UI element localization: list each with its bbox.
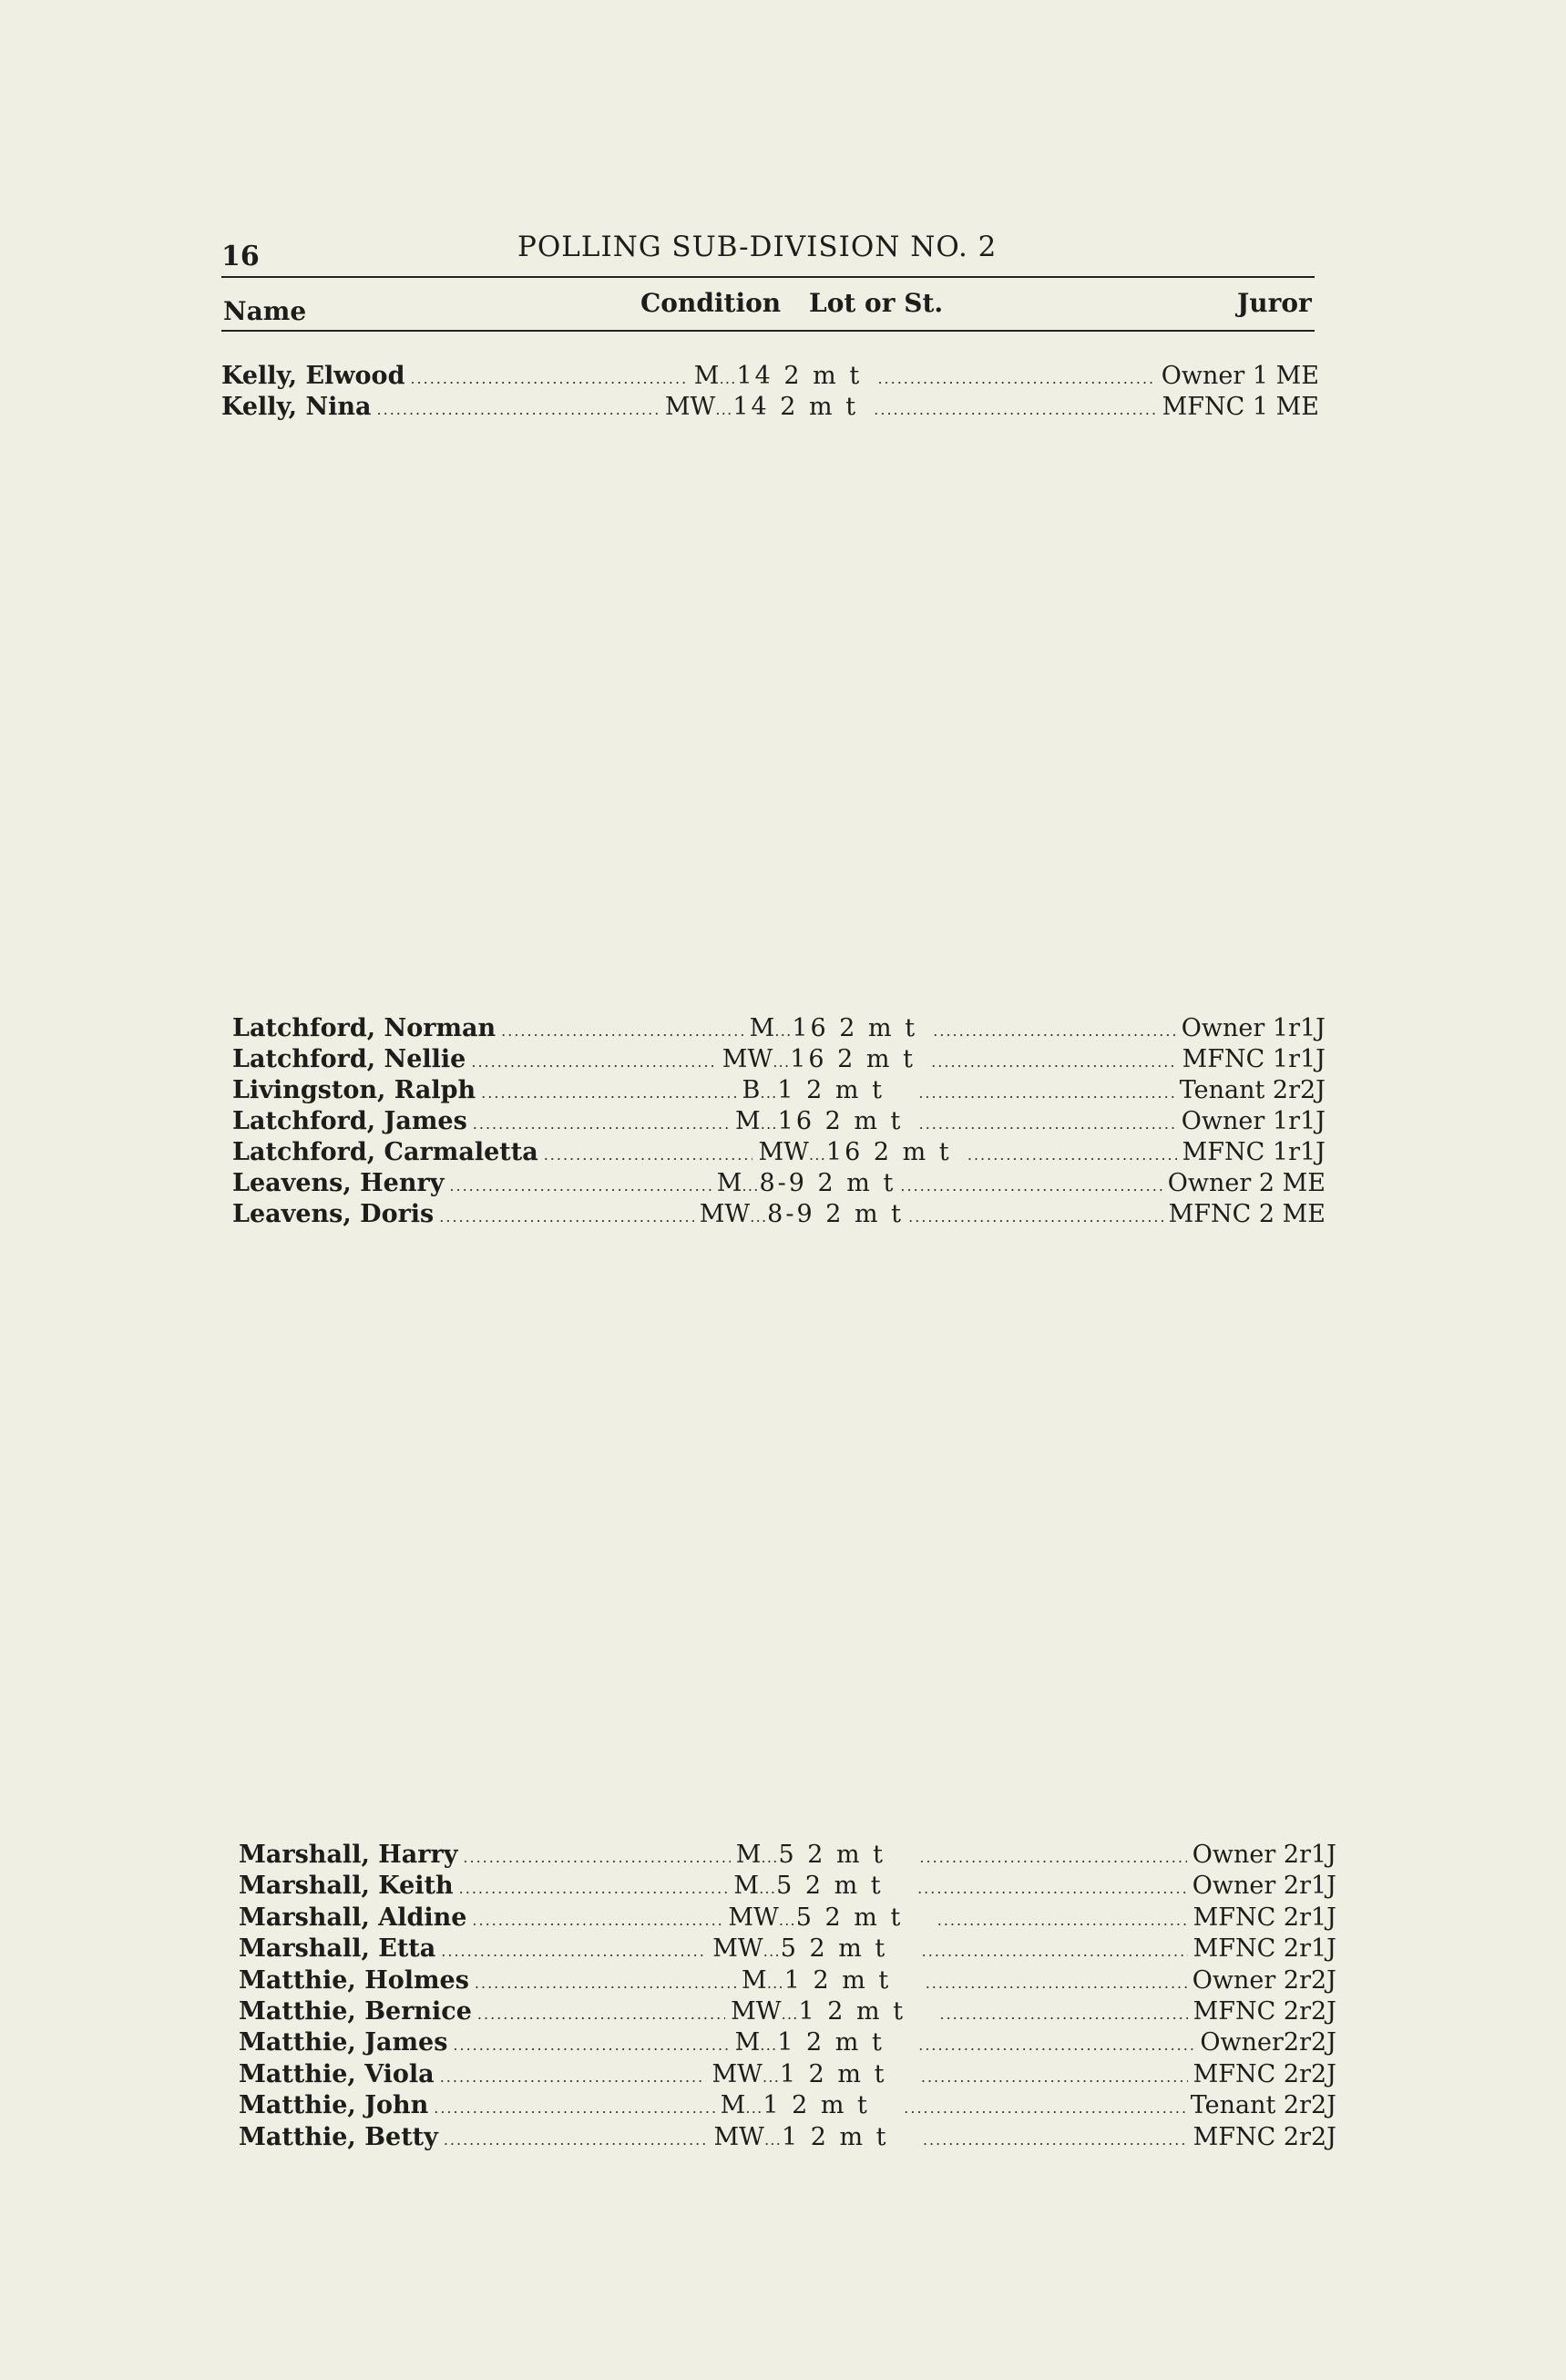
leader-dots: ․․․ [745,2099,763,2118]
voter-lot: 16 2 m t [825,1138,952,1166]
leader-dots [917,1873,1187,1904]
voter-lot: 16 2 m t [790,1045,916,1073]
leader-dots [441,1936,707,1967]
voter-juror: MFNC 2r2J [1192,1996,1336,2026]
page-title: POLLING SUB-DIVISION NO. 2 [517,231,998,263]
voter-juror: Owner 2r1J [1192,1872,1336,1901]
voter-lot-cell [781,1996,934,2030]
leader-dots [453,2030,729,2061]
leader-dots: ․․․ [778,1911,796,1929]
leader-dots: ․․․ [760,1084,778,1102]
voter-juror: Owner 1 ME [1161,362,1319,390]
leader-dots [481,1078,736,1109]
leader-dots [918,1078,1173,1109]
voter-row [239,1965,1336,1996]
voter-lot-cell [763,2059,916,2093]
voter-lot: 1 2 m t [777,2028,885,2057]
voter-condition: M [742,1965,767,1995]
voter-juror: MFNC 2r1J [1192,1934,1336,1964]
entry-group-latchford-leavens [232,1013,1325,1230]
leader-dots [544,1140,753,1171]
leader-dots: ․․․ [719,370,737,387]
leader-dots [471,1047,716,1078]
header-rule-bottom [221,330,1315,332]
voter-juror: MFNC 2 ME [1168,1200,1325,1228]
voter-condition: MW [713,2122,764,2151]
leader-dots [904,2093,1184,2124]
leader-dots [877,364,1155,395]
voter-row [232,1075,1325,1106]
voter-lot-cell [767,1965,920,1999]
leader-dots: ․․․ [773,1053,791,1071]
voter-juror: MFNC 1r1J [1182,1138,1325,1166]
voter-name: Latchford, Carmaletta [232,1138,538,1166]
voter-juror: Owner 2r1J [1192,1841,1336,1869]
leader-dots [475,1968,736,1999]
voter-lot-cell [715,392,868,426]
leader-dots: ․․․ [762,2067,780,2086]
leader-dots [931,1047,1176,1078]
voter-condition: MW [731,1996,782,2026]
voter-row [232,1013,1325,1044]
leader-dots [463,1842,730,1873]
voter-row [239,1840,1336,1871]
voter-juror: Owner 1r1J [1181,1014,1325,1042]
voter-lot-cell [760,1075,913,1109]
voter-lot-cell [761,1840,914,1873]
leader-dots: ․․․ [750,1208,768,1226]
voter-lot: 1 2 m t [783,1965,892,1995]
voter-row [232,1044,1325,1075]
voter-lot: 1 2 m t [779,2059,887,2088]
voter-lot: 14 2 m t [732,393,859,421]
voter-name: Leavens, Doris [232,1200,435,1228]
voter-row [239,2059,1336,2090]
leader-dots [918,2030,1194,2061]
leader-dots [377,395,660,426]
voter-condition: M [693,362,720,390]
voter-name: Marshall, Keith [239,1872,454,1901]
voter-condition: B [742,1076,761,1104]
leader-dots [434,2093,714,2124]
leader-dots [937,1905,1188,1936]
voter-condition: M [733,1872,760,1901]
voter-lot: 8-9 2 m t [759,1169,896,1197]
voter-juror: Owner2r2J [1200,2028,1336,2057]
voter-condition: MW [728,1903,779,1932]
leader-dots: ․․․ [759,1880,777,1898]
voter-row [232,1106,1325,1137]
voter-name: Marshall, Harry [239,1841,458,1869]
voter-lot-cell [759,1871,912,1904]
leader-dots [900,1171,1162,1202]
leader-dots: ․․․ [742,1177,760,1195]
leader-dots [444,2125,709,2156]
leader-dots [477,1999,725,2030]
entry-group-marshall-matthie [239,1840,1336,2153]
voter-lot-cell [809,1137,962,1171]
voter-name: Matthie, Viola [239,2059,435,2088]
leader-dots [473,1109,730,1140]
voter-row [221,392,1319,423]
voter-lot: 5 2 m t [776,1872,884,1901]
voter-condition: MW [712,1934,763,1964]
leader-dots [459,1873,729,1904]
voter-lot-cell [763,1934,916,1967]
voter-juror: Tenant 2r2J [1190,2091,1336,2120]
column-header-lot: Lot or St. [809,288,944,318]
leader-dots [933,1016,1175,1047]
voter-row [239,2090,1336,2121]
leader-dots: ․․․ [763,1943,781,1961]
voter-row [239,1871,1336,1902]
voter-name: Leavens, Henry [232,1169,445,1197]
voter-name: Matthie, Betty [239,2122,438,2151]
voter-condition: MW [758,1138,809,1166]
voter-row [232,1199,1325,1230]
leader-dots: ․․․ [760,2036,778,2055]
voter-lot-cell [761,1106,914,1140]
voter-name: Matthie, Bernice [239,1996,472,2026]
voter-condition: M [716,1169,742,1197]
leader-dots: ․․․ [760,1115,778,1133]
leader-dots [874,395,1156,426]
leader-dots [410,364,688,395]
voter-name: Marshall, Aldine [239,1903,467,1932]
voter-condition: M [734,1107,761,1135]
column-header-condition: Condition [640,288,782,318]
leader-dots: ․․․ [774,1022,793,1040]
voter-condition: M [734,2028,761,2057]
voter-juror: Owner 1r1J [1181,1107,1325,1135]
voter-name: Matthie, Holmes [239,1965,469,1995]
voter-row [232,1168,1325,1199]
voter-row [239,1934,1336,1965]
voter-condition: MW [711,2059,763,2088]
voter-lot: 16 2 m t [792,1014,918,1042]
voter-condition: MW [664,393,716,421]
voter-lot: 1 2 m t [777,1076,885,1104]
voter-condition: MW [699,1200,751,1228]
leader-dots [939,1999,1187,2030]
leader-dots [967,1140,1177,1171]
header-rule-top [221,276,1315,278]
voter-juror: MFNC 1r1J [1182,1045,1325,1073]
voter-condition: M [720,2091,746,2120]
column-header-juror: Juror [1237,288,1312,318]
voter-juror: MFNC 2r2J [1192,2122,1336,2151]
leader-dots: ․․․ [766,1974,784,1992]
voter-lot-cell [773,1044,926,1078]
leader-dots [919,1842,1186,1873]
leader-dots [923,2125,1188,2156]
leader-dots [921,2062,1188,2093]
voter-row [239,1996,1336,2027]
voter-name: Matthie, John [239,2091,429,2120]
voter-row [221,361,1319,392]
voter-lot: 1 2 m t [781,2122,889,2151]
voter-juror: Owner 2r2J [1192,1965,1336,1995]
leader-dots [501,1016,743,1047]
leader-dots: ․․․ [763,2130,782,2149]
voter-lot: 1 2 m t [763,2091,870,2120]
voter-lot-cell [764,2122,917,2156]
voter-row [232,1137,1325,1168]
voter-juror: MFNC 2r1J [1192,1903,1336,1932]
voter-lot: 5 2 m t [780,1934,888,1964]
entry-group-kelly [221,361,1319,423]
voter-juror: MFNC 1 ME [1162,393,1319,421]
voter-lot: 5 2 m t [778,1841,886,1869]
leader-dots [439,1202,693,1233]
column-header-name: Name [223,296,307,326]
voter-lot: 8-9 2 m t [767,1200,905,1228]
voter-name: Kelly, Nina [221,393,372,421]
leader-dots [440,2062,707,2093]
voter-lot: 14 2 m t [736,362,863,390]
voter-row [239,2027,1336,2058]
voter-row [239,1903,1336,1934]
voter-name: Marshall, Etta [239,1934,436,1964]
voter-name: Kelly, Elwood [221,362,405,390]
leader-dots [919,1109,1176,1140]
voter-name: Matthie, James [239,2028,448,2057]
leader-dots: ․․․ [808,1146,826,1164]
voter-lot: 5 2 m t [795,1903,904,1932]
voter-condition: M [749,1014,775,1042]
voter-name: Livingston, Ralph [232,1076,476,1104]
voter-condition: MW [722,1045,773,1073]
voter-juror: Owner 2 ME [1167,1169,1325,1197]
leader-dots [908,1202,1162,1233]
leader-dots: ․․․ [715,401,733,418]
leader-dots [926,1968,1187,1999]
page-number: 16 [221,241,260,272]
voter-lot-cell [774,1013,927,1047]
voter-lot-cell [742,1168,895,1202]
voter-lot-cell [750,1199,903,1233]
voter-lot-cell [719,361,872,395]
voter-row [239,2122,1336,2153]
leader-dots: ․․․ [781,2005,799,2023]
leader-dots [472,1905,722,1936]
voter-lot-cell [760,2027,913,2061]
leader-dots: ․․․ [761,1849,779,1866]
leader-dots [449,1171,711,1202]
voter-juror: Tenant 2r2J [1179,1076,1325,1104]
voter-condition: M [735,1841,762,1869]
voter-lot: 16 2 m t [777,1107,904,1135]
voter-name: Latchford, Nellie [232,1045,466,1073]
voter-juror: MFNC 2r2J [1192,2059,1336,2088]
voter-lot-cell [745,2090,898,2124]
voter-name: Latchford, Norman [232,1014,496,1042]
voter-name: Latchford, James [232,1107,467,1135]
voter-lot: 1 2 m t [798,1996,906,2026]
leader-dots [922,1936,1188,1967]
voter-lot-cell [779,1903,932,1936]
